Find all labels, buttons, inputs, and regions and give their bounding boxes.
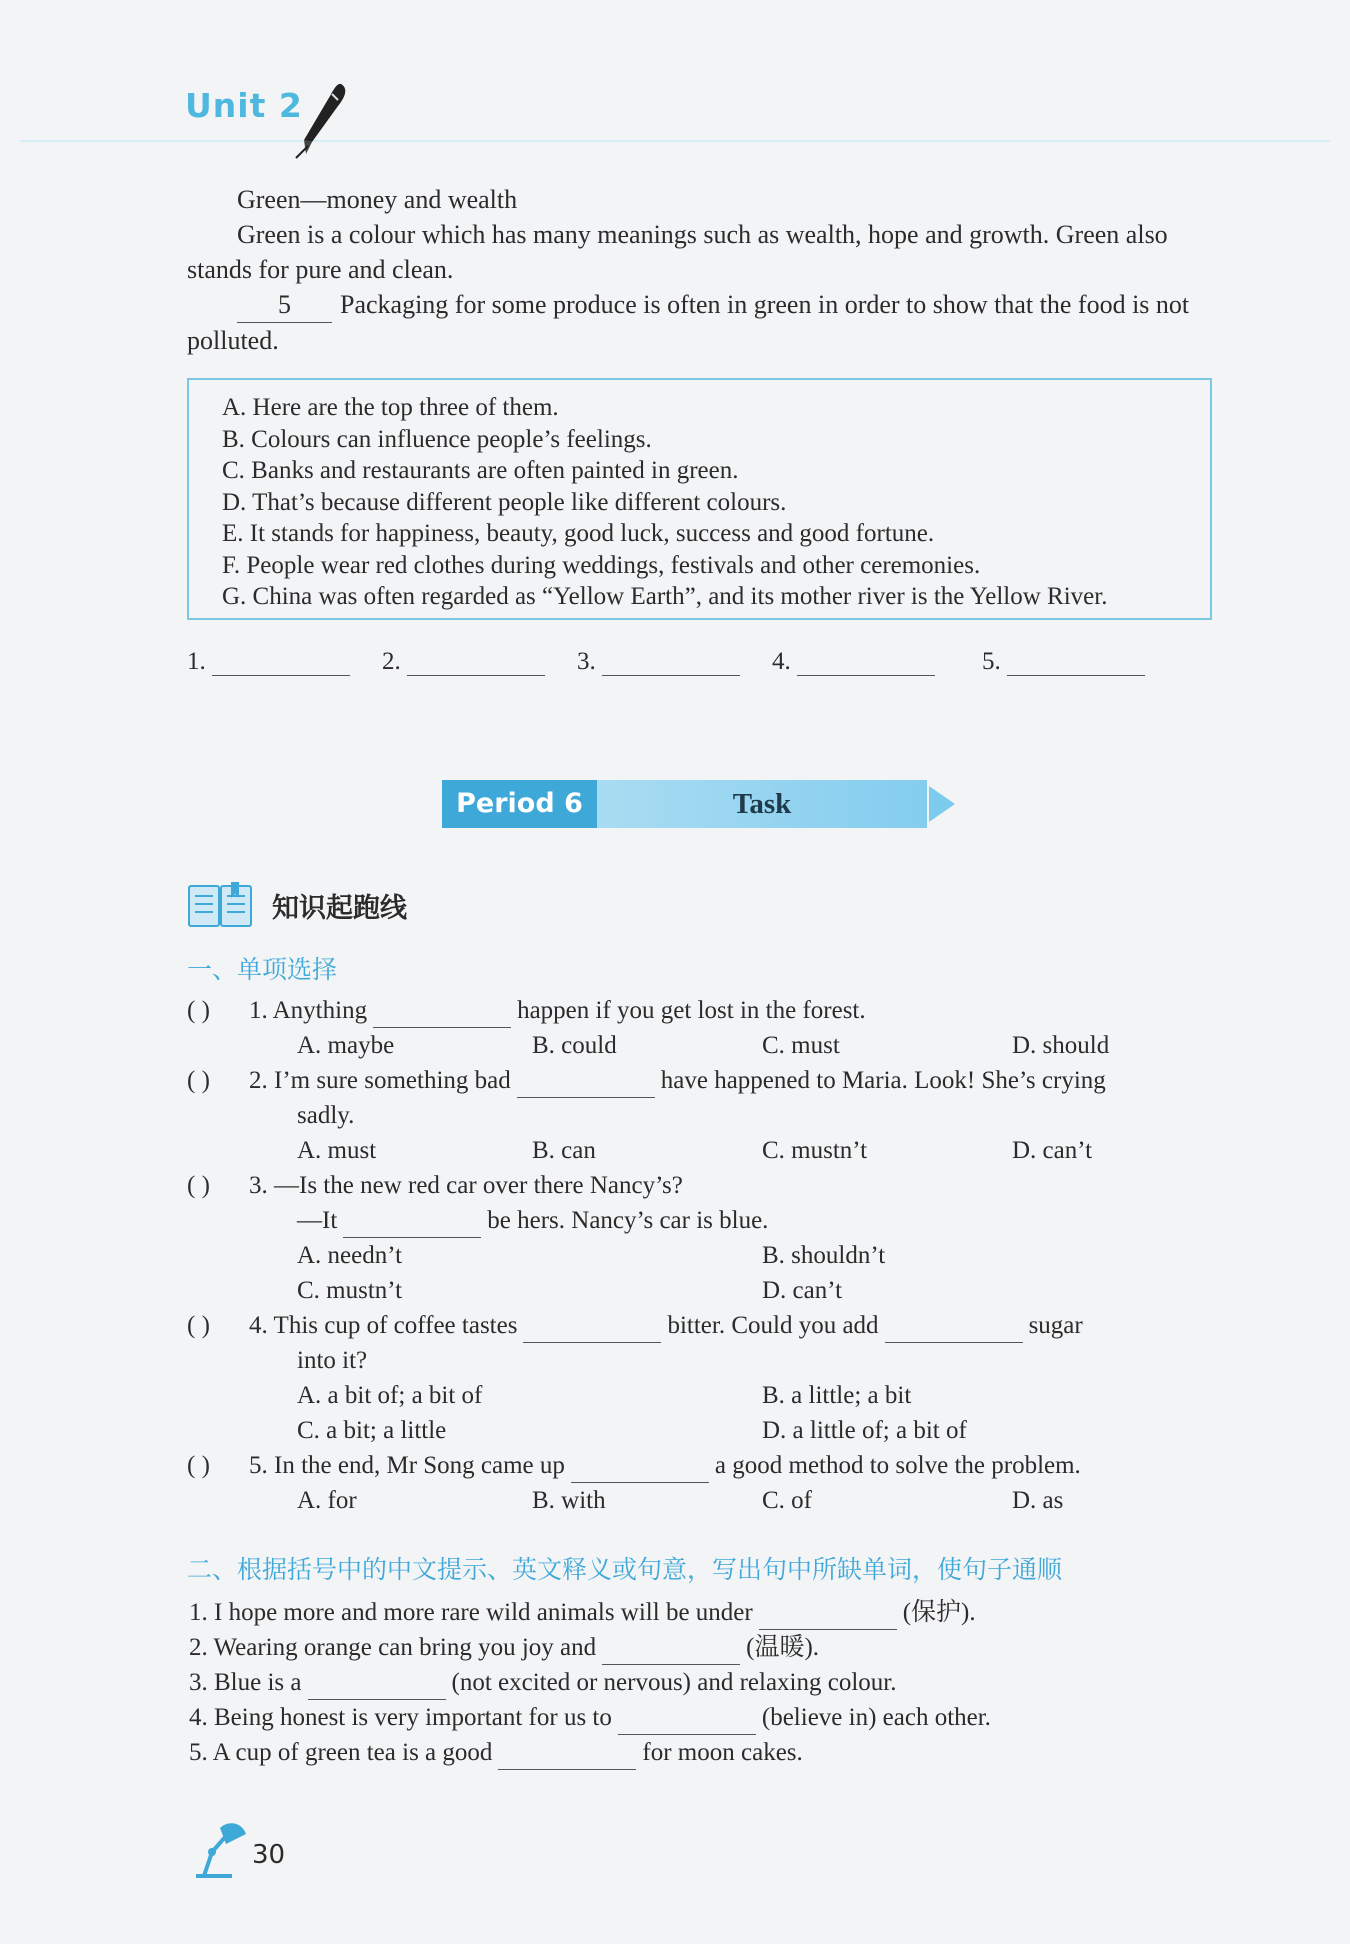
- answer-line[interactable]: [1007, 647, 1145, 676]
- option: B. could: [532, 1032, 617, 1059]
- answer-blank-5[interactable]: 5: [237, 287, 332, 323]
- sentence-3: 3. Blue is a (not excited or nervous) and relaxing colour.: [189, 1665, 1229, 1700]
- period-number: 6: [564, 788, 583, 819]
- option-g: G. China was often regarded as “Yellow Earth”, and its mother river is the Yellow River.: [222, 583, 1108, 610]
- multiple-choice: [187, 993, 1227, 1518]
- answer-bracket[interactable]: ( ): [187, 1172, 210, 1199]
- question-1-options: [187, 1028, 1227, 1063]
- answer-line[interactable]: [602, 647, 740, 676]
- passage-text: Packaging for some produce is often in green in order to show that the food is not polluted.: [187, 290, 1190, 355]
- blank[interactable]: [523, 1316, 661, 1343]
- question-5: ( ) 5. In the end, Mr Song came up a good method to solve the problem.: [187, 1448, 1227, 1483]
- question-2-options: [187, 1133, 1227, 1168]
- question-4: ( ) 4. This cup of coffee tastes bitter. Could you add sugar: [187, 1308, 1227, 1343]
- answer-bracket[interactable]: ( ): [187, 1067, 210, 1094]
- option: C. of: [762, 1487, 812, 1514]
- question-4-cont: into it?: [297, 1347, 368, 1374]
- option-e: E. It stands for happiness, beauty, good luck, success and good fortune.: [222, 520, 935, 547]
- lamp-icon: [190, 1818, 250, 1880]
- question-2: ( ) 2. I’m sure something bad have happened to Maria. Look! She’s crying: [187, 1063, 1227, 1098]
- option: D. should: [1012, 1032, 1110, 1059]
- option-f: F. People wear red clothes during weddings, festivals and other ceremonies.: [222, 551, 981, 579]
- blank[interactable]: [498, 1743, 636, 1770]
- period-title: Task: [597, 780, 927, 828]
- answer-line[interactable]: [797, 647, 935, 676]
- part2-title: 二、根据括号中的中文提示、英文释义或句意，写出句中所缺单词，使句子通顺: [187, 1555, 1063, 1584]
- option-d: D. That’s because different people like different colours.: [222, 488, 787, 516]
- option: C. must: [762, 1032, 840, 1059]
- answer-line[interactable]: [212, 647, 350, 676]
- blank[interactable]: [571, 1456, 709, 1483]
- option-a: A. Here are the top three of them.: [222, 394, 559, 421]
- passage-heading: Green—money and wealth: [237, 185, 518, 214]
- sentence-4: 4. Being honest is very important for us to (believe in) each other.: [189, 1700, 1229, 1735]
- option: C. mustn’t: [297, 1277, 403, 1304]
- unit-title: Unit 2: [185, 86, 303, 125]
- option: B. shouldn’t: [762, 1242, 886, 1269]
- answer-bracket[interactable]: ( ): [187, 997, 210, 1024]
- answer-5: 5.: [982, 647, 1145, 676]
- answer-4: 4.: [772, 647, 935, 676]
- question-4-options: [187, 1378, 1227, 1413]
- answer-bracket[interactable]: ( ): [187, 1312, 210, 1339]
- question-3: ( ) 3. —Is the new red car over there Nancy’s?: [187, 1168, 1227, 1203]
- question-1: ( ) 1. Anything happen if you get lost in the forest.: [187, 993, 1227, 1028]
- page-number: 30: [252, 1840, 286, 1870]
- blank[interactable]: [343, 1211, 481, 1238]
- option: D. as: [1012, 1487, 1064, 1514]
- question-2-cont: sadly.: [297, 1102, 355, 1129]
- option: A. for: [297, 1487, 357, 1514]
- question-3-options: [187, 1238, 1227, 1273]
- option: C. mustn’t: [762, 1137, 868, 1164]
- blank[interactable]: [308, 1673, 446, 1700]
- pen-icon: [286, 80, 356, 160]
- passage-paragraph: [187, 287, 1212, 358]
- blank[interactable]: [759, 1603, 897, 1630]
- option: C. a bit; a little: [297, 1417, 447, 1444]
- answer-1: 1.: [187, 647, 350, 676]
- blank[interactable]: [885, 1316, 1023, 1343]
- option: A. a bit of; a bit of: [297, 1382, 483, 1409]
- option: A. maybe: [297, 1032, 395, 1059]
- sentence-1: 1. I hope more and more rare wild animals will be under (保护).: [189, 1595, 1229, 1630]
- book-icon: [187, 880, 255, 930]
- answer-3: 3.: [577, 647, 740, 676]
- option-b: B. Colours can influence people’s feelings.: [222, 425, 652, 453]
- question-5-options: [187, 1483, 1227, 1518]
- sentence-2: 2. Wearing orange can bring you joy and (温暖).: [189, 1630, 1229, 1665]
- blank[interactable]: [373, 1001, 511, 1028]
- period-label: Period 6: [442, 780, 597, 828]
- option: A. must: [297, 1137, 377, 1164]
- answer-line[interactable]: [407, 647, 545, 676]
- fill-in-blanks: [189, 1595, 1229, 1770]
- answer-bracket[interactable]: ( ): [187, 1452, 210, 1479]
- option: D. can’t: [762, 1277, 843, 1304]
- passage-paragraph: Green is a colour which has many meanings such as wealth, hope and growth. Green also stands for pure and clean.: [187, 220, 1168, 284]
- option: B. a little; a bit: [762, 1382, 912, 1409]
- unit-header: [20, 86, 1330, 142]
- options-box: [187, 378, 1212, 620]
- reading-passage: [187, 182, 1212, 358]
- blank[interactable]: [602, 1638, 740, 1665]
- question-3-cont: —It be hers. Nancy’s car is blue.: [187, 1203, 1227, 1238]
- arrow-icon: [929, 786, 955, 822]
- sentence-5: 5. A cup of green tea is a good for moon cakes.: [189, 1735, 1229, 1770]
- answer-2: 2.: [382, 647, 545, 676]
- blank[interactable]: [618, 1708, 756, 1735]
- page-footer: [190, 1818, 286, 1885]
- period-banner: [442, 780, 962, 828]
- section-title: 知识起跑线: [272, 893, 407, 924]
- question-4-options: [187, 1413, 1227, 1448]
- option: D. can’t: [1012, 1137, 1093, 1164]
- part1-title: 一、单项选择: [187, 955, 338, 984]
- blank[interactable]: [517, 1071, 655, 1098]
- option: B. with: [532, 1487, 606, 1514]
- option: D. a little of; a bit of: [762, 1417, 967, 1444]
- option: A. needn’t: [297, 1242, 403, 1269]
- question-3-options: [187, 1273, 1227, 1308]
- option-c: C. Banks and restaurants are often painted in green.: [222, 457, 739, 484]
- option: B. can: [532, 1137, 596, 1164]
